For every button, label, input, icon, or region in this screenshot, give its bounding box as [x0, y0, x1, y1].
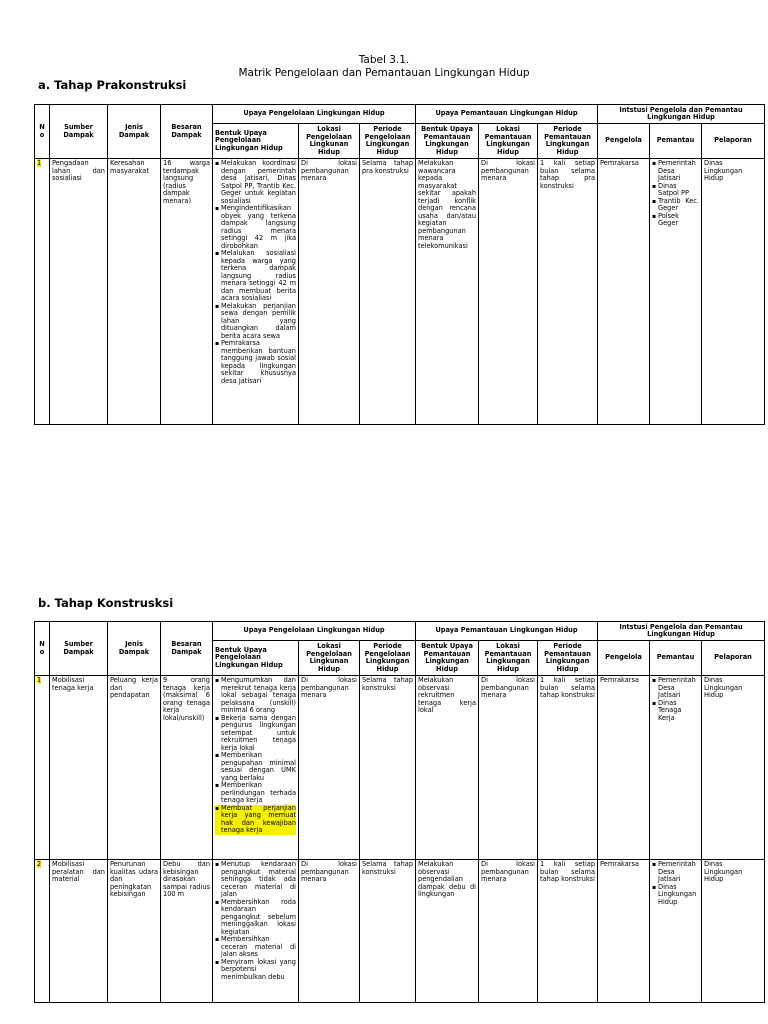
cell-besaran-dampak: 16 warga terdampak langsung (radius dampak menara): [161, 159, 213, 425]
header-pelaporan: Pelaporan: [702, 641, 765, 676]
pengelolaan-action-item: ▪ Melakukan koordinasi dengan pemerintah desa Jatisari, Dinas Satpol PP, Trantib Kec. Geger untuk kegiatan sosialiasi: [215, 160, 296, 205]
pemantau-item: ▪ Pemerintah Desa Jatisari: [652, 861, 699, 884]
cell-bentuk-pemantauan: Melakukan wawancara kepada masyarakat sekitar apakah terjadi konflik dengan rencana usaha dan/atau kegiatan pembangunan menara telekomunikasi: [416, 159, 479, 425]
cell-bentuk-pemantauan: Melakukan observasi pengendalian dampak debu di lingkungan: [416, 860, 479, 1003]
cell-periode-pemantauan: 1 kali setiap bulan selama tahap konstruksi: [538, 676, 598, 860]
header-besaran-dampak: Besaran Dampak: [161, 622, 213, 676]
cell-pemantau: [650, 676, 702, 860]
header-pemantau: Pemantau: [650, 641, 702, 676]
header-sumber-dampak: Sumber Dampak: [50, 105, 108, 159]
header-periode-pemantauan: Periode Pemantauan Lingkungan Hidup: [538, 124, 598, 159]
header-lokasi-pengelolaan: Lokasi Pengelolaan Lingkunan Hidup: [299, 124, 360, 159]
cell-periode-pengelolaan: Selama tahap konstruksi: [360, 676, 416, 860]
cell-pengelola: Pemrakarsa: [598, 159, 650, 425]
header-periode-pengelolaan: Periode Pengelolaan Lingkungan Hidup: [360, 124, 416, 159]
pengelolaan-action-item: ▪ Memberikan pengupahan minimal sesuai dengan UMK yang berlaku: [215, 752, 296, 782]
header-sumber-dampak: Sumber Dampak: [50, 622, 108, 676]
pengelolaan-action-item: ▪ Membersihkan roda kendaraan pengangkut sebelum meninggalkan lokasi kegiatan: [215, 899, 296, 937]
header-besaran-dampak: Besaran Dampak: [161, 105, 213, 159]
row-number: [35, 159, 50, 425]
header-bentuk-pengelolaan: Bentuk Upaya Pengelolaan Lingkungan Hidup: [213, 124, 299, 159]
cell-pelaporan: Dinas Lingkungan Hidup: [702, 676, 765, 860]
header-no: N o: [35, 622, 50, 676]
header-periode-pengelolaan: Periode Pengelolaan Lingkungan Hidup: [360, 641, 416, 676]
cell-periode-pemantauan: 1 kali setiap bulan selama tahap konstruksi: [538, 860, 598, 1003]
pemantau-item: ▪ Dinas Tenaga Kerja: [652, 700, 699, 723]
cell-periode-pengelolaan: Selama tahap pra konstruksi: [360, 159, 416, 425]
table-title: Tabel 3.1.: [358, 54, 410, 66]
cell-pemantau: [650, 159, 702, 425]
cell-pengelola: Pemrakarsa: [598, 676, 650, 860]
pengelolaan-action-item: ▪ Mengindentifikasikan obyek yang terkena dampak langsung radius menara setinggi 42 m jika dirobohkan: [215, 205, 296, 250]
section-heading-prakonstruksi: a. Tahap Prakonstruksi: [38, 78, 187, 92]
pengelolaan-action-item: ▪ Menyiram lokasi yang berpotensi menimbulkan debu: [215, 959, 296, 982]
row-number-highlight: 1: [37, 159, 42, 167]
cell-besaran-dampak: 9 orang tenaga kerja (maksimal 6 orang tenaga kerja lokal/unskill): [161, 676, 213, 860]
pengelolaan-action-item: ▪ Menutup kendaraan pengangkut material sehingga tidak ada ceceran material di jalan: [215, 861, 296, 899]
cell-lokasi-pemantauan: Di lokasi pembangunan menara: [479, 676, 538, 860]
header-bentuk-pemantauan: Bentuk Upaya Pemantauan Lingkungan Hidup: [416, 124, 479, 159]
cell-periode-pemantauan: 1 kali setiap bulan selama tahap pra konstruksi: [538, 159, 598, 425]
header-pelaporan: Pelaporan: [702, 124, 765, 159]
header-lokasi-pemantauan: Lokasi Pemantauan Lingkungan Hidup: [479, 641, 538, 676]
cell-bentuk-pengelolaan: [213, 860, 299, 1003]
pengelolaan-action-item: ▪ Pemrakarsa memberikan bantuan tanggung jawab sosial kepada lingkungan sekitar khususnya desa Jatisari: [215, 340, 296, 385]
table-row: [35, 860, 765, 1003]
header-jenis-dampak: Jenis Dampak: [108, 105, 161, 159]
cell-sumber-dampak: Mobilisasi tenaga kerja: [50, 676, 108, 860]
cell-lokasi-pemantauan: Di lokasi pembangunan menara: [479, 860, 538, 1003]
header-periode-pemantauan: Periode Pemantauan Lingkungan Hidup: [538, 641, 598, 676]
pengelolaan-action-item: ▪ Memberikan perlindungan terhada tenaga kerja: [215, 782, 296, 805]
pemantau-item: ▪ Dinas Satpol PP: [652, 183, 699, 198]
cell-jenis-dampak: Peluang kerja dan pendapatan: [108, 676, 161, 860]
header-upaya-pengelolaan: Upaya Pengelolaan Lingkungan Hidup: [213, 105, 416, 124]
cell-periode-pengelolaan: Selama tahap konstruksi: [360, 860, 416, 1003]
cell-pelaporan: Dinas Lingkungan Hidup: [702, 860, 765, 1003]
section-heading-konstruksi: b. Tahap Konstrusksi: [38, 596, 174, 610]
header-upaya-pengelolaan: Upaya Pengelolaan Lingkungan Hidup: [213, 622, 416, 641]
header-upaya-pemantauan: Upaya Pemantauan Lingkungan Hidup: [416, 105, 598, 124]
cell-pemantau: [650, 860, 702, 1003]
cell-lokasi-pengelolaan: Di lokasi pembangunan menara: [299, 676, 360, 860]
row-number: [35, 676, 50, 860]
table-subtitle: Matrik Pengelolaan dan Pemantauan Lingkungan Hidup: [238, 67, 530, 79]
cell-jenis-dampak: Keresahan masyarakat: [108, 159, 161, 425]
header-bentuk-pengelolaan: Bentuk Upaya Pengelolaan Lingkungan Hidup: [213, 641, 299, 676]
cell-lokasi-pengelolaan: Di lokasi pembangunan menara: [299, 159, 360, 425]
pemantau-item: ▪ Dinas Lingkungan Hidup: [652, 884, 699, 907]
cell-bentuk-pengelolaan: [213, 159, 299, 425]
header-pemantau: Pemantau: [650, 124, 702, 159]
pengelolaan-action-item: ▪ Mengumumkan dan merekrut tenaga kerja lokal sebagai tenaga pelaksana (unskill) minimal 6 orang: [215, 677, 296, 715]
header-institusi: Intstusi Pengelola dan Pemantau Lingkungan Hidup: [598, 622, 765, 641]
pemantau-item: ▪ Trantib Kec. Geger: [652, 198, 699, 213]
pemantau-item: ▪ Polsek Geger: [652, 213, 699, 228]
header-pengelola: Pengelola: [598, 124, 650, 159]
header-no: N o: [35, 105, 50, 159]
row-number-highlight: 2: [37, 860, 42, 868]
header-lokasi-pengelolaan: Lokasi Pengelolaan Lingkunan Hidup: [299, 641, 360, 676]
cell-bentuk-pengelolaan: [213, 676, 299, 860]
cell-lokasi-pemantauan: Di lokasi pembangunan menara: [479, 159, 538, 425]
pengelolaan-action-item: ▪ Membersihkan ceceran material di jalan akses: [215, 936, 296, 959]
header-upaya-pemantauan: Upaya Pemantauan Lingkungan Hidup: [416, 622, 598, 641]
header-institusi: Intstusi Pengelola dan Pemantau Lingkungan Hidup: [598, 105, 765, 124]
cell-sumber-dampak: Mobilisasi peralatan dan material: [50, 860, 108, 1003]
cell-sumber-dampak: Pengadaan lahan dan sosialiasi: [50, 159, 108, 425]
cell-besaran-dampak: Debu dan kebisingan dirasakan sampai radius 100 m: [161, 860, 213, 1003]
table-row: [35, 159, 765, 425]
table-row: [35, 676, 765, 860]
pengelolaan-action-item: ▪ Melalukan sosialiasi kepada warga yang terkena dampak langsung radius menara setinggi 42 m dan membuat berita acara sosialiasi: [215, 250, 296, 303]
cell-lokasi-pengelolaan: Di lokasi pembangunan menara: [299, 860, 360, 1003]
matrix-table-konstruksi: [34, 621, 765, 1003]
pengelolaan-action-item: ▪ Membuat perjanjian kerja yang memuat hak dan kewajiban tenaga kerja: [215, 805, 296, 835]
cell-pengelola: Pemrakarsa: [598, 860, 650, 1003]
row-number: [35, 860, 50, 1003]
header-lokasi-pemantauan: Lokasi Pemantauan Lingkungan Hidup: [479, 124, 538, 159]
header-bentuk-pemantauan: Bentuk Upaya Pemantauan Lingkungan Hidup: [416, 641, 479, 676]
cell-bentuk-pemantauan: Melakukan observasi rekruitmen tenaga kerja lokal: [416, 676, 479, 860]
matrix-table-prakonstruksi: [34, 104, 765, 425]
cell-jenis-dampak: Penurunan kualitas udara dan peningkatan kebisingan: [108, 860, 161, 1003]
row-number-highlight: 1: [37, 676, 42, 684]
pemantau-item: ▪ Pemerintah Desa Jatisari: [652, 160, 699, 183]
pengelolaan-action-item: ▪ Melakukan perjanjian sewa dengan pemilik lahan yang dituangkan dalam berita acara sewa: [215, 303, 296, 341]
header-jenis-dampak: Jenis Dampak: [108, 622, 161, 676]
pemantau-item: ▪ Pemerintah Desa Jatisari: [652, 677, 699, 700]
pengelolaan-action-item: ▪ Bekerja sama dengan pengurus lingkungan setempat untuk rekruitmen tenaga kerja lokal: [215, 715, 296, 753]
header-pengelola: Pengelola: [598, 641, 650, 676]
cell-pelaporan: Dinas Lingkungan Hidup: [702, 159, 765, 425]
